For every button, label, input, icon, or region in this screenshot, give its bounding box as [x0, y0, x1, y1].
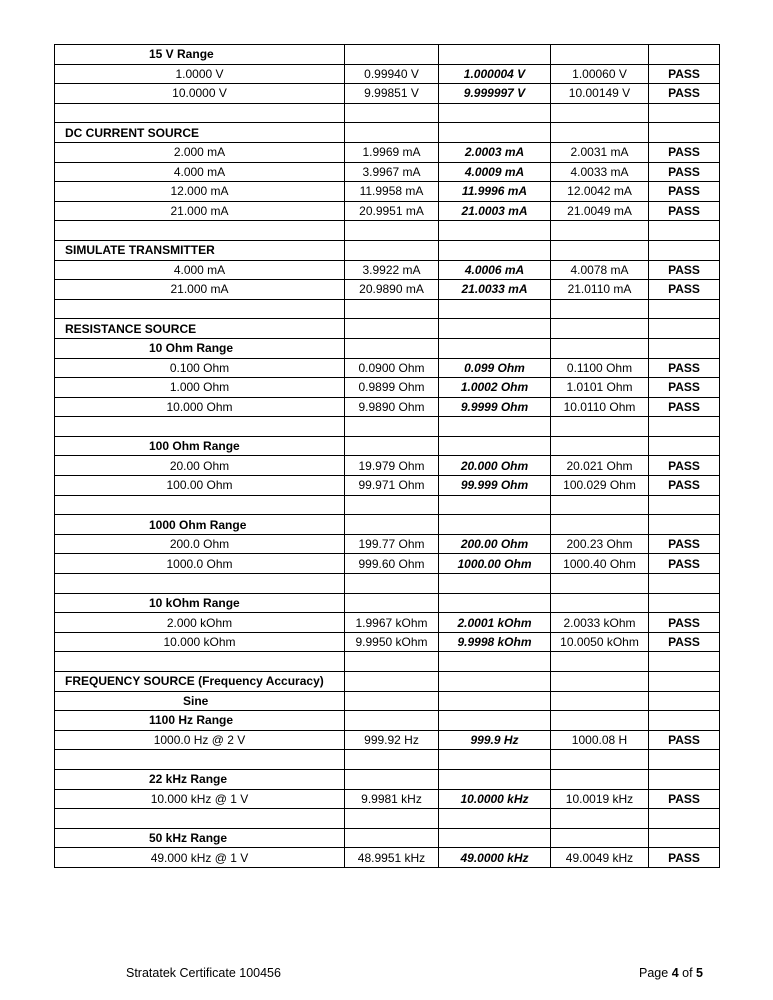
empty-cell — [551, 123, 649, 143]
section-header-row — [55, 515, 720, 535]
empty-cell — [551, 828, 649, 848]
measured-value: 999.9 Hz — [439, 730, 551, 750]
calibration-table — [54, 44, 720, 868]
result-status: PASS — [649, 613, 720, 633]
measured-value: 9.999997 V — [439, 84, 551, 104]
result-status: PASS — [649, 632, 720, 652]
lower-limit: 199.77 Ohm — [345, 534, 439, 554]
empty-cell — [649, 828, 720, 848]
upper-limit: 10.00149 V — [551, 84, 649, 104]
result-status: PASS — [649, 201, 720, 221]
empty-cell — [439, 123, 551, 143]
upper-limit: 21.0110 mA — [551, 280, 649, 300]
result-status: PASS — [649, 456, 720, 476]
empty-cell — [55, 652, 345, 672]
measured-value: 11.9996 mA — [439, 182, 551, 202]
empty-cell — [649, 45, 720, 65]
upper-limit: 21.0049 mA — [551, 201, 649, 221]
page-label: Page — [639, 966, 669, 980]
empty-cell — [345, 240, 439, 260]
empty-cell — [649, 436, 720, 456]
footer-page-number — [639, 966, 703, 980]
table-row — [55, 162, 720, 182]
empty-cell — [345, 711, 439, 731]
empty-cell — [439, 809, 551, 829]
blank-row — [55, 103, 720, 123]
nominal-value: 10.000 Ohm — [55, 397, 345, 417]
empty-cell — [551, 45, 649, 65]
measured-value: 2.0001 kOhm — [439, 613, 551, 633]
lower-limit: 20.9951 mA — [345, 201, 439, 221]
empty-cell — [439, 691, 551, 711]
blank-row — [55, 652, 720, 672]
calibration-table-body — [55, 45, 720, 868]
empty-cell — [55, 495, 345, 515]
section-header-row — [55, 123, 720, 143]
table-row — [55, 201, 720, 221]
blank-row — [55, 574, 720, 594]
empty-cell — [345, 691, 439, 711]
empty-cell — [649, 417, 720, 437]
blank-row — [55, 809, 720, 829]
empty-cell — [649, 750, 720, 770]
nominal-value: 2.000 kOhm — [55, 613, 345, 633]
nominal-value: 100.00 Ohm — [55, 476, 345, 496]
result-status: PASS — [649, 64, 720, 84]
empty-cell — [551, 240, 649, 260]
section-header-row — [55, 240, 720, 260]
lower-limit: 9.9950 kOhm — [345, 632, 439, 652]
section-label: DC CURRENT SOURCE — [55, 123, 345, 143]
section-label: 10 kOhm Range — [55, 593, 345, 613]
lower-limit: 11.9958 mA — [345, 182, 439, 202]
section-header-row — [55, 319, 720, 339]
result-status: PASS — [649, 162, 720, 182]
upper-limit: 10.0110 Ohm — [551, 397, 649, 417]
empty-cell — [345, 417, 439, 437]
empty-cell — [649, 123, 720, 143]
measured-value: 20.000 Ohm — [439, 456, 551, 476]
section-header-row — [55, 769, 720, 789]
empty-cell — [345, 319, 439, 339]
empty-cell — [551, 515, 649, 535]
nominal-value: 1000.0 Ohm — [55, 554, 345, 574]
lower-limit: 0.9899 Ohm — [345, 378, 439, 398]
measured-value: 9.9999 Ohm — [439, 397, 551, 417]
empty-cell — [649, 711, 720, 731]
nominal-value: 1.0000 V — [55, 64, 345, 84]
table-row — [55, 84, 720, 104]
empty-cell — [551, 750, 649, 770]
empty-cell — [551, 593, 649, 613]
measured-value: 1000.00 Ohm — [439, 554, 551, 574]
upper-limit: 4.0078 mA — [551, 260, 649, 280]
section-label: RESISTANCE SOURCE — [55, 319, 345, 339]
upper-limit: 12.0042 mA — [551, 182, 649, 202]
section-label: Sine — [55, 691, 345, 711]
empty-cell — [345, 828, 439, 848]
empty-cell — [439, 103, 551, 123]
empty-cell — [55, 750, 345, 770]
upper-limit: 200.23 Ohm — [551, 534, 649, 554]
measured-value: 21.0003 mA — [439, 201, 551, 221]
empty-cell — [649, 299, 720, 319]
blank-row — [55, 750, 720, 770]
section-label: 15 V Range — [55, 45, 345, 65]
measured-value: 1.0002 Ohm — [439, 378, 551, 398]
measured-value: 21.0033 mA — [439, 280, 551, 300]
footer-certificate: Stratatek Certificate 100456 — [126, 966, 281, 980]
table-row — [55, 554, 720, 574]
lower-limit: 999.60 Ohm — [345, 554, 439, 574]
empty-cell — [55, 103, 345, 123]
empty-cell — [649, 103, 720, 123]
empty-cell — [649, 769, 720, 789]
nominal-value: 21.000 mA — [55, 280, 345, 300]
result-status: PASS — [649, 280, 720, 300]
measured-value: 99.999 Ohm — [439, 476, 551, 496]
empty-cell — [345, 652, 439, 672]
empty-cell — [439, 828, 551, 848]
result-status: PASS — [649, 358, 720, 378]
nominal-value: 10.0000 V — [55, 84, 345, 104]
nominal-value: 20.00 Ohm — [55, 456, 345, 476]
result-status: PASS — [649, 378, 720, 398]
section-label: 1100 Hz Range — [55, 711, 345, 731]
empty-cell — [345, 495, 439, 515]
empty-cell — [345, 574, 439, 594]
empty-cell — [551, 221, 649, 241]
empty-cell — [551, 299, 649, 319]
nominal-value: 21.000 mA — [55, 201, 345, 221]
empty-cell — [551, 417, 649, 437]
section-header-row — [55, 828, 720, 848]
empty-cell — [649, 495, 720, 515]
table-row — [55, 456, 720, 476]
result-status: PASS — [649, 534, 720, 554]
nominal-value: 10.000 kOhm — [55, 632, 345, 652]
upper-limit: 1000.40 Ohm — [551, 554, 649, 574]
empty-cell — [551, 436, 649, 456]
empty-cell — [649, 691, 720, 711]
empty-cell — [55, 221, 345, 241]
blank-row — [55, 221, 720, 241]
nominal-value: 4.000 mA — [55, 260, 345, 280]
lower-limit: 19.979 Ohm — [345, 456, 439, 476]
result-status: PASS — [649, 848, 720, 868]
empty-cell — [439, 515, 551, 535]
empty-cell — [649, 809, 720, 829]
section-header-row — [55, 672, 720, 692]
empty-cell — [439, 672, 551, 692]
empty-cell — [551, 652, 649, 672]
section-header-row — [55, 711, 720, 731]
lower-limit: 3.9967 mA — [345, 162, 439, 182]
lower-limit: 9.9890 Ohm — [345, 397, 439, 417]
empty-cell — [649, 652, 720, 672]
result-status: PASS — [649, 84, 720, 104]
measured-value: 10.0000 kHz — [439, 789, 551, 809]
empty-cell — [439, 240, 551, 260]
table-row — [55, 280, 720, 300]
lower-limit: 20.9890 mA — [345, 280, 439, 300]
empty-cell — [649, 593, 720, 613]
measured-value: 0.099 Ohm — [439, 358, 551, 378]
nominal-value: 4.000 mA — [55, 162, 345, 182]
result-status: PASS — [649, 476, 720, 496]
result-status: PASS — [649, 260, 720, 280]
nominal-value: 1000.0 Hz @ 2 V — [55, 730, 345, 750]
upper-limit: 2.0033 kOhm — [551, 613, 649, 633]
measured-value: 4.0006 mA — [439, 260, 551, 280]
table-row — [55, 182, 720, 202]
section-header-row — [55, 45, 720, 65]
page-current: 4 — [671, 966, 679, 980]
table-row — [55, 397, 720, 417]
table-row — [55, 730, 720, 750]
empty-cell — [345, 593, 439, 613]
table-row — [55, 358, 720, 378]
measured-value: 49.0000 kHz — [439, 848, 551, 868]
measured-value: 2.0003 mA — [439, 142, 551, 162]
blank-row — [55, 299, 720, 319]
section-label: FREQUENCY SOURCE (Frequency Accuracy) — [55, 672, 345, 692]
empty-cell — [345, 809, 439, 829]
upper-limit: 1.0101 Ohm — [551, 378, 649, 398]
empty-cell — [439, 221, 551, 241]
empty-cell — [551, 672, 649, 692]
section-label: SIMULATE TRANSMITTER — [55, 240, 345, 260]
nominal-value: 10.000 kHz @ 1 V — [55, 789, 345, 809]
empty-cell — [439, 593, 551, 613]
empty-cell — [649, 240, 720, 260]
section-header-row — [55, 691, 720, 711]
empty-cell — [551, 103, 649, 123]
empty-cell — [345, 45, 439, 65]
empty-cell — [649, 672, 720, 692]
blank-row — [55, 495, 720, 515]
lower-limit: 0.99940 V — [345, 64, 439, 84]
section-label: 100 Ohm Range — [55, 436, 345, 456]
empty-cell — [649, 221, 720, 241]
table-row — [55, 789, 720, 809]
empty-cell — [439, 495, 551, 515]
result-status: PASS — [649, 397, 720, 417]
empty-cell — [345, 123, 439, 143]
measured-value: 9.9998 kOhm — [439, 632, 551, 652]
nominal-value: 200.0 Ohm — [55, 534, 345, 554]
empty-cell — [439, 436, 551, 456]
empty-cell — [439, 319, 551, 339]
upper-limit: 100.029 Ohm — [551, 476, 649, 496]
empty-cell — [345, 769, 439, 789]
lower-limit: 3.9922 mA — [345, 260, 439, 280]
empty-cell — [345, 672, 439, 692]
empty-cell — [551, 769, 649, 789]
lower-limit: 999.92 Hz — [345, 730, 439, 750]
empty-cell — [439, 338, 551, 358]
table-row — [55, 476, 720, 496]
lower-limit: 9.99851 V — [345, 84, 439, 104]
empty-cell — [551, 711, 649, 731]
lower-limit: 0.0900 Ohm — [345, 358, 439, 378]
nominal-value: 1.000 Ohm — [55, 378, 345, 398]
section-header-row — [55, 593, 720, 613]
empty-cell — [551, 574, 649, 594]
table-row — [55, 260, 720, 280]
blank-row — [55, 417, 720, 437]
empty-cell — [55, 299, 345, 319]
empty-cell — [439, 417, 551, 437]
upper-limit: 1000.08 H — [551, 730, 649, 750]
nominal-value: 49.000 kHz @ 1 V — [55, 848, 345, 868]
empty-cell — [439, 652, 551, 672]
empty-cell — [345, 436, 439, 456]
table-row — [55, 848, 720, 868]
upper-limit: 49.0049 kHz — [551, 848, 649, 868]
section-header-row — [55, 436, 720, 456]
empty-cell — [649, 338, 720, 358]
section-label: 10 Ohm Range — [55, 338, 345, 358]
nominal-value: 12.000 mA — [55, 182, 345, 202]
nominal-value: 2.000 mA — [55, 142, 345, 162]
lower-limit: 99.971 Ohm — [345, 476, 439, 496]
empty-cell — [551, 809, 649, 829]
empty-cell — [439, 769, 551, 789]
section-label: 50 kHz Range — [55, 828, 345, 848]
empty-cell — [649, 515, 720, 535]
measured-value: 200.00 Ohm — [439, 534, 551, 554]
upper-limit: 20.021 Ohm — [551, 456, 649, 476]
empty-cell — [345, 750, 439, 770]
empty-cell — [439, 45, 551, 65]
empty-cell — [55, 574, 345, 594]
empty-cell — [551, 338, 649, 358]
table-row — [55, 64, 720, 84]
nominal-value: 0.100 Ohm — [55, 358, 345, 378]
upper-limit: 10.0019 kHz — [551, 789, 649, 809]
empty-cell — [439, 574, 551, 594]
empty-cell — [551, 691, 649, 711]
empty-cell — [345, 221, 439, 241]
upper-limit: 1.00060 V — [551, 64, 649, 84]
upper-limit: 0.1100 Ohm — [551, 358, 649, 378]
table-row — [55, 142, 720, 162]
empty-cell — [55, 417, 345, 437]
result-status: PASS — [649, 182, 720, 202]
empty-cell — [649, 574, 720, 594]
empty-cell — [551, 319, 649, 339]
table-row — [55, 378, 720, 398]
table-row — [55, 613, 720, 633]
empty-cell — [439, 711, 551, 731]
measured-value: 1.000004 V — [439, 64, 551, 84]
measured-value: 4.0009 mA — [439, 162, 551, 182]
lower-limit: 48.9951 kHz — [345, 848, 439, 868]
page-total: 5 — [696, 966, 703, 980]
upper-limit: 4.0033 mA — [551, 162, 649, 182]
section-header-row — [55, 338, 720, 358]
lower-limit: 1.9969 mA — [345, 142, 439, 162]
empty-cell — [345, 103, 439, 123]
empty-cell — [345, 515, 439, 535]
result-status: PASS — [649, 730, 720, 750]
empty-cell — [551, 495, 649, 515]
empty-cell — [439, 750, 551, 770]
lower-limit: 1.9967 kOhm — [345, 613, 439, 633]
table-row — [55, 534, 720, 554]
page-of-label: of — [682, 966, 693, 980]
empty-cell — [345, 338, 439, 358]
table-row — [55, 632, 720, 652]
empty-cell — [439, 299, 551, 319]
upper-limit: 10.0050 kOhm — [551, 632, 649, 652]
section-label: 1000 Ohm Range — [55, 515, 345, 535]
section-label: 22 kHz Range — [55, 769, 345, 789]
lower-limit: 9.9981 kHz — [345, 789, 439, 809]
empty-cell — [649, 319, 720, 339]
result-status: PASS — [649, 142, 720, 162]
empty-cell — [345, 299, 439, 319]
result-status: PASS — [649, 789, 720, 809]
empty-cell — [55, 809, 345, 829]
result-status: PASS — [649, 554, 720, 574]
upper-limit: 2.0031 mA — [551, 142, 649, 162]
